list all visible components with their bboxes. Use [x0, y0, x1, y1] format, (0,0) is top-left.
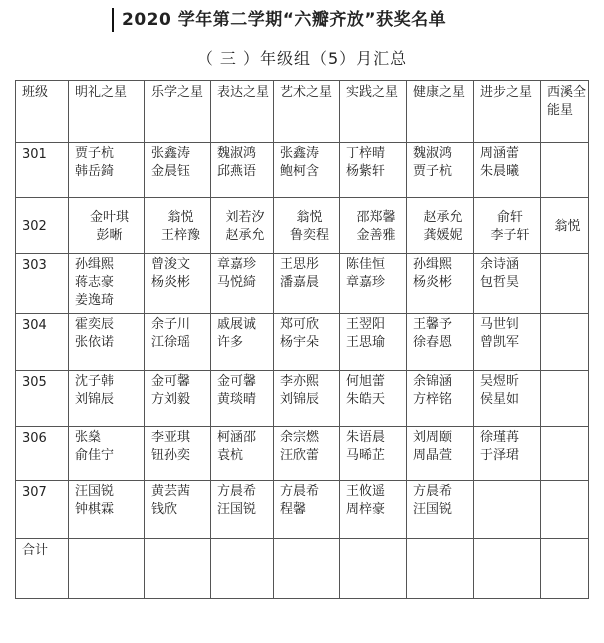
award-cell [474, 198, 541, 254]
student-name: 汪欣蕾 [280, 448, 320, 463]
student-name: 李亚琪 [151, 430, 191, 445]
student-name: 钱欣 [151, 502, 178, 517]
student-name: 朱皓天 [346, 392, 386, 407]
award-cell [407, 427, 474, 481]
header-cell: 健康之星 [407, 81, 474, 143]
student-name: 汪国锐 [413, 502, 453, 517]
student-name: 黄芸茜 [151, 484, 191, 499]
award-cell [407, 481, 474, 539]
award-cell [474, 427, 541, 481]
student-name: 王翌阳 [346, 317, 386, 332]
student-name: 杨宇朵 [280, 335, 320, 350]
award-cell [69, 427, 145, 481]
student-name: 龚媛妮 [423, 227, 463, 243]
award-cell [274, 314, 340, 371]
class-cell: 304 [16, 314, 69, 371]
award-cell [145, 371, 211, 427]
student-name: 包哲昊 [480, 275, 520, 290]
table-row [16, 481, 589, 539]
student-name: 杨炎彬 [151, 275, 191, 290]
student-name: 俞轩 [496, 209, 523, 225]
student-name: 魏淑鸿 [217, 146, 257, 161]
total-cell [274, 539, 340, 599]
student-name: 徐瑾苒 [480, 430, 520, 445]
student-name: 杨紫轩 [346, 164, 386, 179]
student-name: 张鑫涛 [280, 146, 320, 161]
award-cell [407, 314, 474, 371]
award-cell [69, 314, 145, 371]
student-name: 张燊 [75, 430, 102, 445]
student-name: 于泽珺 [480, 448, 520, 463]
header-cell: 西溪全能星 [541, 81, 589, 143]
award-cell [340, 481, 407, 539]
award-cell [145, 254, 211, 314]
award-cell [211, 481, 274, 539]
award-table [15, 80, 589, 599]
student-name: 刘若汐 [225, 209, 265, 225]
award-cell [541, 314, 589, 371]
student-name: 赵承允 [225, 227, 265, 243]
student-name: 王思彤 [280, 257, 320, 272]
header-cell: 班级 [16, 81, 69, 143]
student-name: 翁悦 [167, 209, 194, 225]
student-name: 鲍柯含 [280, 164, 320, 179]
student-name: 孙缉熙 [75, 257, 115, 272]
table-row [16, 371, 589, 427]
student-name: 潘嘉晨 [280, 275, 320, 290]
student-name: 沈子韩 [75, 374, 115, 389]
student-name: 张依诺 [75, 335, 115, 350]
student-name: 何旭蕾 [346, 374, 386, 389]
student-name: 邵郑馨 [356, 209, 396, 225]
student-name: 刘锦辰 [75, 392, 115, 407]
student-name: 陈佳恒 [346, 257, 386, 272]
student-name: 孙缉熙 [413, 257, 453, 272]
header-cell: 乐学之星 [145, 81, 211, 143]
table-row [16, 198, 589, 254]
student-name: 周涵蕾 [480, 146, 520, 161]
header-cell: 表达之星 [211, 81, 274, 143]
student-name: 柯涵邵 [217, 430, 257, 445]
student-name: 赵承允 [423, 209, 463, 225]
student-name: 刘锦辰 [280, 392, 320, 407]
award-cell [340, 198, 407, 254]
award-cell [211, 371, 274, 427]
award-cell [541, 254, 589, 314]
student-name: 钮孙奕 [151, 448, 191, 463]
student-name: 朱语晨 [346, 430, 386, 445]
award-cell [541, 481, 589, 539]
total-cell [69, 539, 145, 599]
award-cell [69, 254, 145, 314]
header-cell: 进步之星 [474, 81, 541, 143]
student-name: 马世钊 [480, 317, 520, 332]
student-name: 金晨钰 [151, 164, 191, 179]
award-cell [340, 427, 407, 481]
class-cell: 305 [16, 371, 69, 427]
student-name: 马晞芷 [346, 448, 386, 463]
award-cell [145, 427, 211, 481]
header-row [16, 81, 589, 143]
header-cell: 实践之星 [340, 81, 407, 143]
student-name: 翁悦 [296, 209, 323, 225]
award-cell [274, 143, 340, 198]
table-row [16, 254, 589, 314]
award-cell [474, 481, 541, 539]
total-cell [407, 539, 474, 599]
student-name: 杨炎彬 [413, 275, 453, 290]
student-name: 王梓豫 [160, 227, 200, 243]
student-name: 余锦涵 [413, 374, 453, 389]
student-name: 钟棋霖 [75, 502, 115, 517]
award-cell [69, 371, 145, 427]
student-name: 俞佳宁 [75, 448, 115, 463]
award-cell [541, 198, 589, 254]
student-name: 王攸遥 [346, 484, 386, 499]
total-cell [340, 539, 407, 599]
award-cell [211, 314, 274, 371]
student-name: 江徐瑶 [151, 335, 191, 350]
class-cell: 303 [16, 254, 69, 314]
class-cell: 307 [16, 481, 69, 539]
table-row [16, 427, 589, 481]
student-name: 方晨希 [280, 484, 320, 499]
award-cell [340, 314, 407, 371]
award-cell [541, 427, 589, 481]
award-cell [69, 198, 145, 254]
award-cell [407, 198, 474, 254]
award-cell [474, 371, 541, 427]
student-name: 曾浚文 [151, 257, 191, 272]
student-name: 韩岳錡 [75, 164, 115, 179]
total-cell [474, 539, 541, 599]
total-row [16, 539, 589, 599]
award-cell [211, 198, 274, 254]
student-name: 邱燕语 [217, 164, 257, 179]
award-cell [145, 481, 211, 539]
student-name: 彭晰 [96, 227, 123, 243]
award-cell [274, 198, 340, 254]
award-cell [211, 254, 274, 314]
award-cell [274, 254, 340, 314]
student-name: 魏淑鸿 [413, 146, 453, 161]
student-name: 方晨希 [217, 484, 257, 499]
class-cell: 301 [16, 143, 69, 198]
student-name: 余子川 [151, 317, 191, 332]
student-name: 方晨希 [413, 484, 453, 499]
award-cell [274, 481, 340, 539]
student-name: 张鑫涛 [151, 146, 191, 161]
award-cell [145, 314, 211, 371]
student-name: 黄琰晴 [217, 392, 257, 407]
award-cell [274, 371, 340, 427]
header-cell: 明礼之星 [69, 81, 145, 143]
student-name: 贾子杭 [75, 146, 115, 161]
student-name: 方梓铭 [413, 392, 453, 407]
total-cell [145, 539, 211, 599]
header-cell: 艺术之星 [274, 81, 340, 143]
total-label: 合计 [16, 539, 69, 599]
student-name: 姜逸琦 [75, 293, 115, 308]
table-row [16, 314, 589, 371]
table-row [16, 143, 589, 198]
student-name: 余宗燃 [280, 430, 320, 445]
award-cell [211, 143, 274, 198]
award-cell [407, 143, 474, 198]
student-name: 周梓豪 [346, 502, 386, 517]
student-name: 吴煜昕 [480, 374, 520, 389]
award-cell [145, 198, 211, 254]
award-cell [69, 481, 145, 539]
award-cell [340, 143, 407, 198]
page-title: 2020 学年第二学期“六瓣齐放”获奖名单 [112, 8, 446, 32]
award-cell [474, 314, 541, 371]
student-name: 贾子杭 [413, 164, 453, 179]
total-cell [541, 539, 589, 599]
student-name: 金叶琪 [89, 209, 129, 225]
student-name: 章嘉珍 [217, 257, 257, 272]
student-name: 徐春恩 [413, 335, 453, 350]
student-name: 余诗涵 [480, 257, 520, 272]
student-name: 翁悦 [554, 218, 581, 234]
award-cell [340, 371, 407, 427]
student-name: 马悦綺 [217, 275, 257, 290]
page-subtitle: （ 三 ）年级组（5）月汇总 [196, 49, 408, 68]
student-name: 曾凯军 [480, 335, 520, 350]
student-name: 王思瑜 [346, 335, 386, 350]
award-cell [407, 371, 474, 427]
student-name: 蒋志豪 [75, 275, 115, 290]
student-name: 周晶萱 [413, 448, 453, 463]
student-name: 袁杭 [217, 448, 244, 463]
student-name: 金善雅 [356, 227, 396, 243]
award-cell [474, 143, 541, 198]
student-name: 许多 [217, 335, 244, 350]
student-name: 郑可欣 [280, 317, 320, 332]
award-cell [274, 427, 340, 481]
student-name: 李子轩 [490, 227, 530, 243]
award-cell [145, 143, 211, 198]
student-name: 李亦熙 [280, 374, 320, 389]
student-name: 丁梓晴 [346, 146, 386, 161]
student-name: 刘周颐 [413, 430, 453, 445]
student-name: 章嘉珍 [346, 275, 386, 290]
award-cell [474, 254, 541, 314]
student-name: 戚展诚 [217, 317, 257, 332]
student-name: 鲁奕程 [289, 227, 329, 243]
award-cell [407, 254, 474, 314]
student-name: 王馨予 [413, 317, 453, 332]
student-name: 霍奕辰 [75, 317, 115, 332]
award-cell [69, 143, 145, 198]
total-cell [211, 539, 274, 599]
award-cell [541, 143, 589, 198]
student-name: 金可馨 [217, 374, 257, 389]
student-name: 汪国锐 [217, 502, 257, 517]
student-name: 金可馨 [151, 374, 191, 389]
award-cell [541, 371, 589, 427]
student-name: 汪国锐 [75, 484, 115, 499]
award-cell [340, 254, 407, 314]
student-name: 朱晨曦 [480, 164, 520, 179]
student-name: 侯星如 [480, 392, 520, 407]
class-cell: 302 [16, 198, 69, 254]
class-cell: 306 [16, 427, 69, 481]
student-name: 方刘毅 [151, 392, 191, 407]
award-cell [211, 427, 274, 481]
student-name: 程馨 [280, 502, 307, 517]
